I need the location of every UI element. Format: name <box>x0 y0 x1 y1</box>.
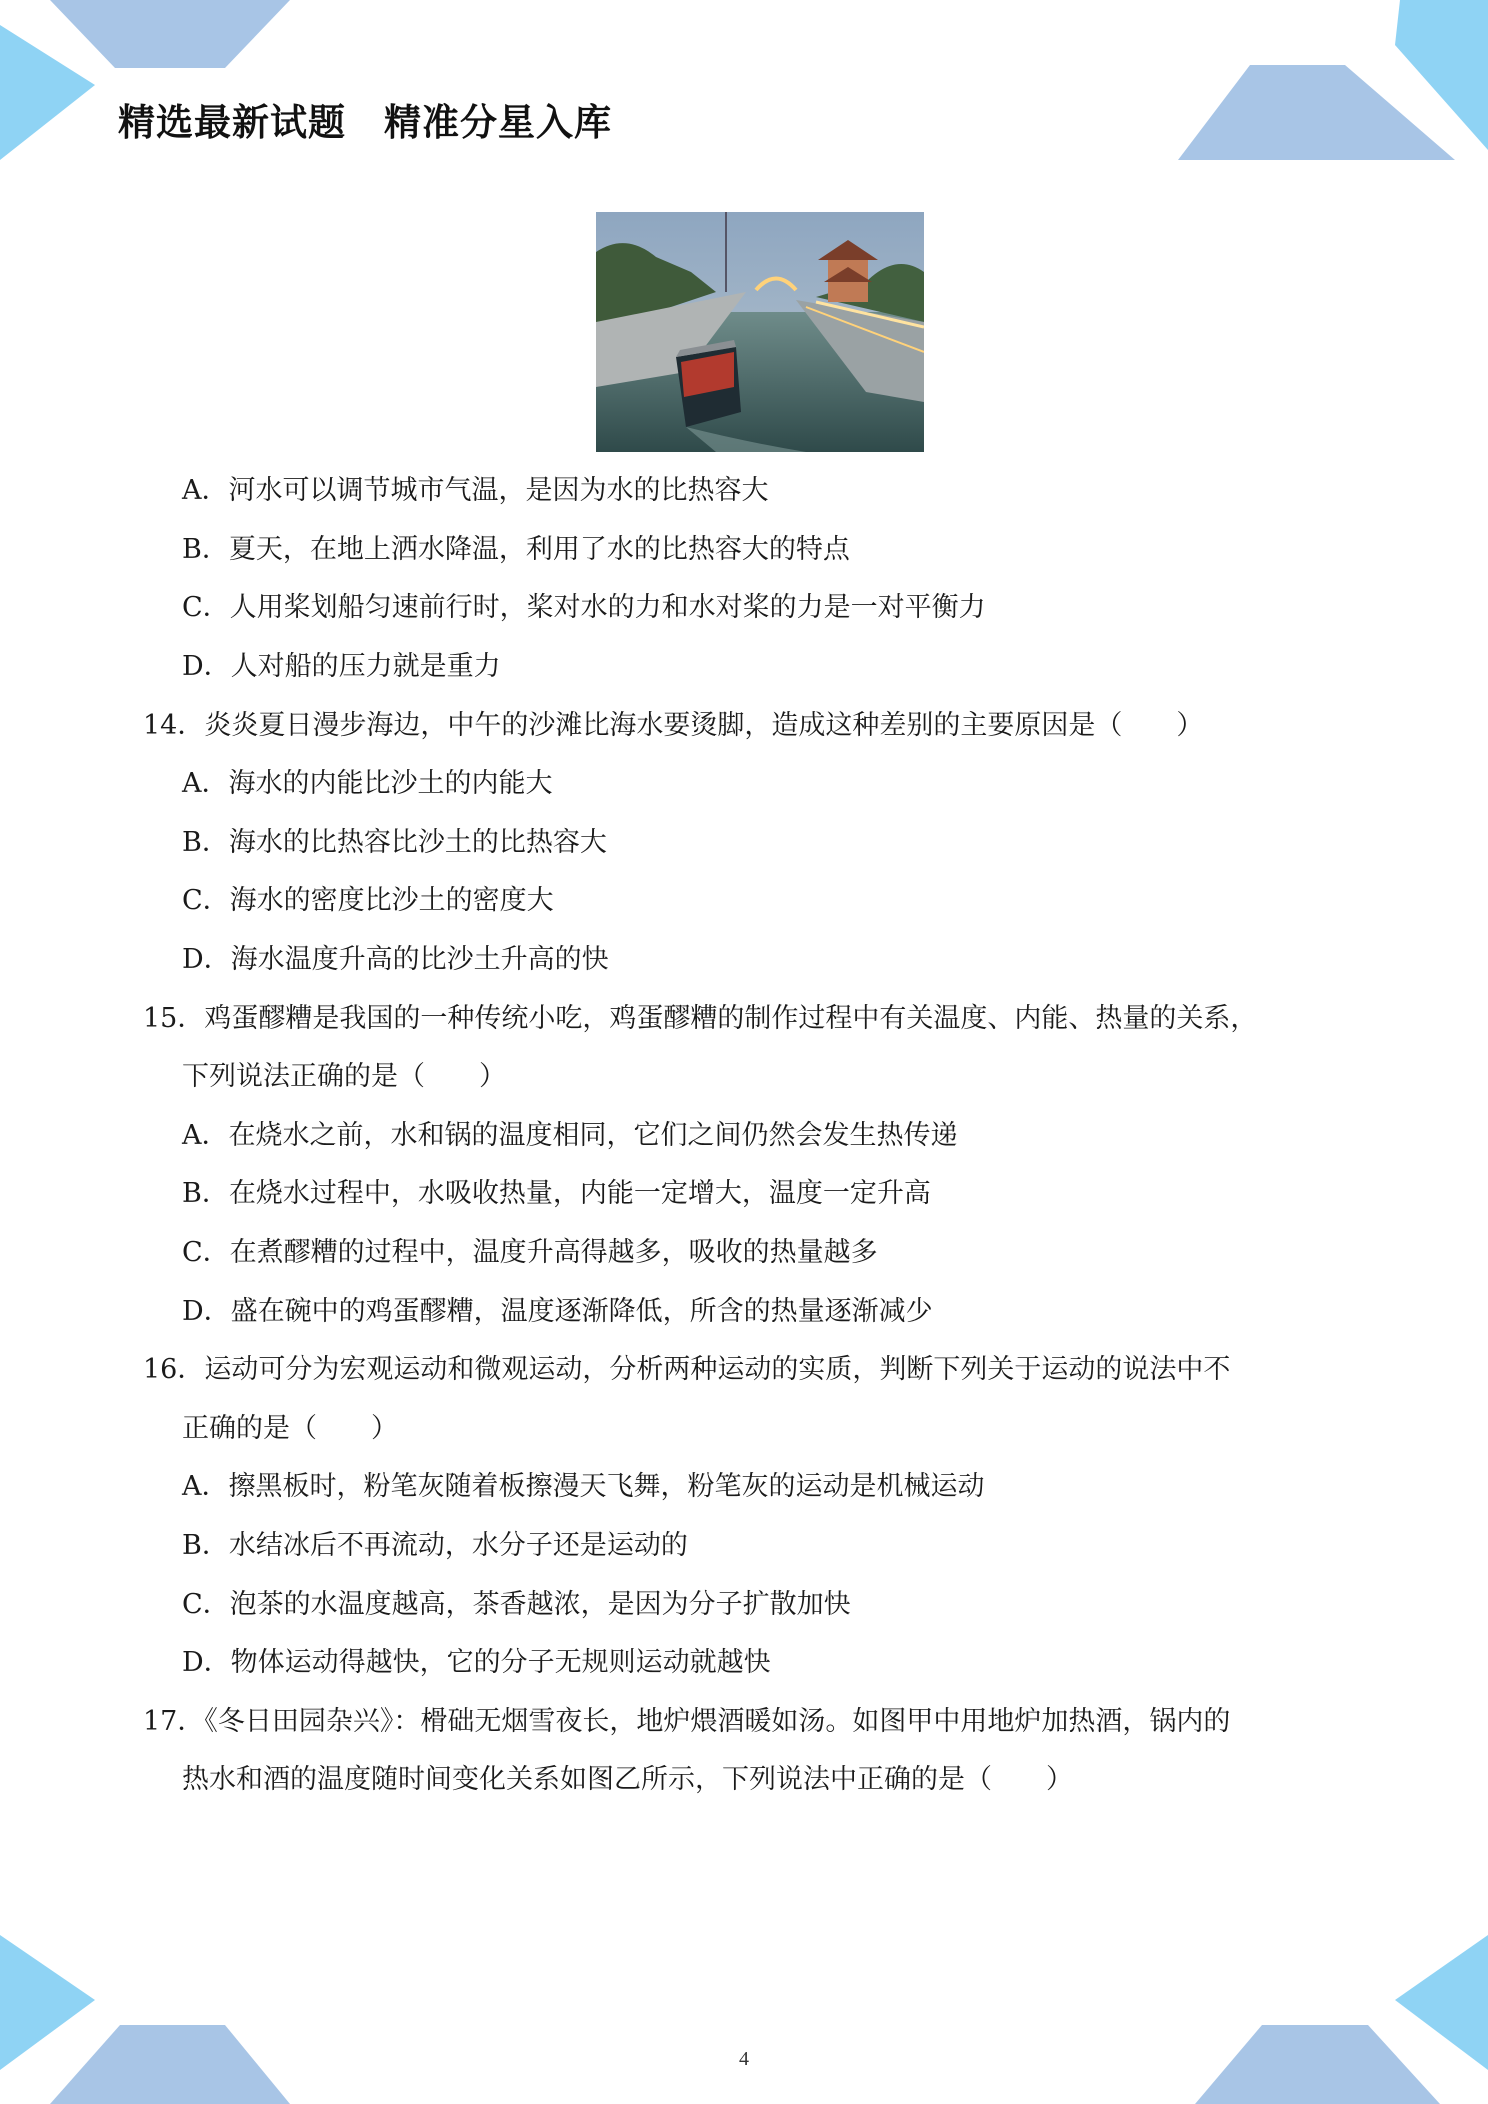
q13-option-a: A．河水可以调节城市气温，是因为水的比热容大 <box>182 475 769 506</box>
q16-option-c: C．泡茶的水温度越高，茶香越浓，是因为分子扩散加快 <box>182 1589 851 1620</box>
q15-stem-line2: 下列说法正确的是（ ） <box>182 1061 506 1092</box>
q14-option-a: A．海水的内能比沙土的内能大 <box>182 768 553 799</box>
q15-option-a: A．在烧水之前，水和锅的温度相同，它们之间仍然会发生热传递 <box>182 1120 958 1151</box>
q14-stem: 14．炎炎夏日漫步海边，中午的沙滩比海水要烫脚，造成这种差别的主要原因是（ ） <box>143 710 1204 741</box>
q14-option-b: B．海水的比热容比沙土的比热容大 <box>182 827 607 858</box>
q17-stem-line2: 热水和酒的温度随时间变化关系如图乙所示，下列说法中正确的是（ ） <box>182 1764 1073 1795</box>
q16-option-b: B．水结冰后不再流动，水分子还是运动的 <box>182 1530 688 1561</box>
q13-option-d: D．人对船的压力就是重力 <box>182 651 501 682</box>
q15-option-b: B．在烧水过程中，水吸收热量，内能一定增大，温度一定升高 <box>182 1178 931 1209</box>
q14-option-c: C．海水的密度比沙土的密度大 <box>182 885 554 916</box>
q15-stem-line1: 15．鸡蛋醪糟是我国的一种传统小吃，鸡蛋醪糟的制作过程中有关温度、内能、热量的关系， <box>143 1003 1258 1034</box>
q16-stem-line1: 16．运动可分为宏观运动和微观运动，分析两种运动的实质，判断下列关于运动的说法中不 <box>143 1354 1231 1385</box>
q13-option-b: B．夏天，在地上洒水降温，利用了水的比热容大的特点 <box>182 534 850 565</box>
q16-option-a: A．擦黑板时，粉笔灰随着板擦漫天飞舞，粉笔灰的运动是机械运动 <box>182 1471 985 1502</box>
q16-stem-line2: 正确的是（ ） <box>182 1413 398 1444</box>
q13-option-c: C．人用桨划船匀速前行时，桨对水的力和水对桨的力是一对平衡力 <box>182 592 986 623</box>
corner-decoration-bottom <box>0 1930 1488 2104</box>
canal-night-scene-photo <box>596 212 924 452</box>
page-number: 4 <box>739 2048 749 2070</box>
q15-option-d: D．盛在碗中的鸡蛋醪糟，温度逐渐降低，所含的热量逐渐减少 <box>182 1296 933 1327</box>
q14-option-d: D．海水温度升高的比沙土升高的快 <box>182 944 609 975</box>
header-title: 精选最新试题 精准分星入库 <box>118 101 612 144</box>
q16-option-d: D．物体运动得越快，它的分子无规则运动就越快 <box>182 1647 771 1678</box>
q15-option-c: C．在煮醪糟的过程中，温度升高得越多，吸收的热量越多 <box>182 1237 878 1268</box>
q17-stem-line1: 17．《冬日田园杂兴》：榾础无烟雪夜长，地炉煨酒暖如汤。如图甲中用地炉加热酒，锅内的 <box>143 1706 1231 1737</box>
